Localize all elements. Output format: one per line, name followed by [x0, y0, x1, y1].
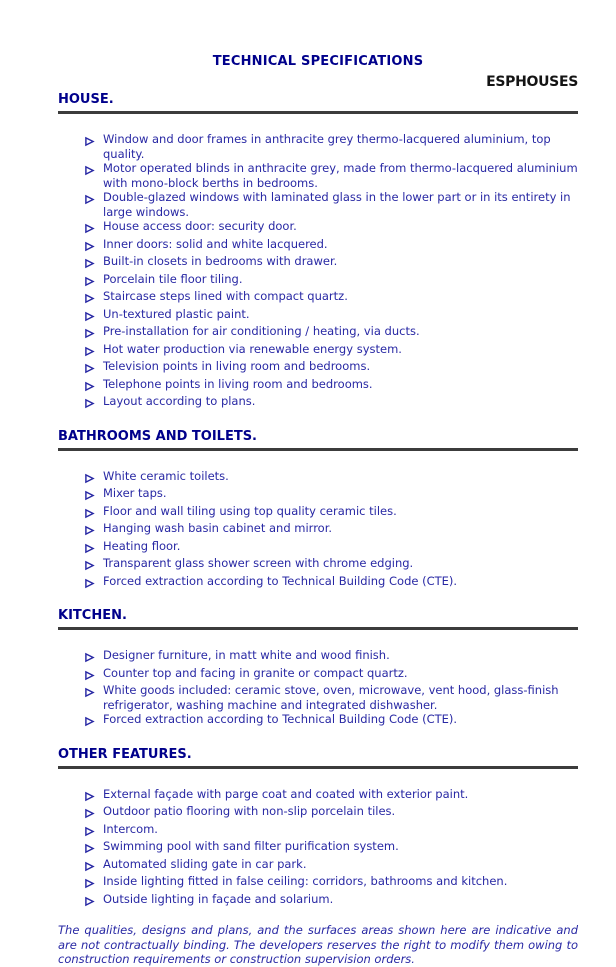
- list-item: [58, 190, 578, 219]
- list-item: [58, 254, 578, 272]
- list-item-text: Outside lighting in façade and solarium.: [103, 891, 334, 906]
- arrow-bullet-icon: [85, 132, 103, 150]
- list-item: [58, 839, 578, 857]
- arrow-bullet-icon: [85, 892, 103, 910]
- arrow-bullet-icon: [85, 539, 103, 557]
- list-item-text: Television points in living room and bedrooms.: [103, 359, 371, 373]
- list-item: [58, 219, 578, 237]
- page-title: TECHNICAL SPECIFICATIONS: [212, 54, 424, 69]
- list-item-text: Staircase steps lined with compact quartz.: [103, 289, 348, 303]
- arrow-bullet-icon: [85, 857, 103, 875]
- list-item: [58, 161, 578, 190]
- brand-logo: ESPHOUSES: [486, 74, 578, 90]
- section-title: BATHROOMS AND TOILETS.: [58, 429, 578, 451]
- list-item: [58, 504, 578, 522]
- list-item: [58, 486, 578, 504]
- list-item-text: House access door: security door.: [103, 219, 297, 233]
- arrow-bullet-icon: [85, 648, 103, 666]
- arrow-bullet-icon: [85, 521, 103, 539]
- list-item-text: Hot water production via renewable energy system.: [103, 341, 402, 356]
- list-item-text: Outdoor patio flooring with non-slip porcelain tiles.: [103, 804, 396, 818]
- list-item-text: Forced extraction according to Technical Building Code (CTE).: [103, 573, 458, 588]
- section-house: [58, 92, 578, 412]
- list-item-text: Motor operated blinds in anthracite grey, made from thermo-lacquered aluminium with mono-block berths in bedrooms.: [103, 161, 578, 190]
- list-item: [58, 539, 578, 557]
- list-item-text: Forced extraction according to Technical Building Code (CTE).: [103, 712, 458, 726]
- list-item: [58, 712, 578, 730]
- arrow-bullet-icon: [85, 874, 103, 892]
- item-list: [58, 787, 578, 910]
- list-item-text: Intercom.: [103, 821, 158, 836]
- list-item-text: Mixer taps.: [103, 486, 167, 500]
- disclaimer-text: The qualities, designs and plans, and the surfaces areas shown here are indicative and are not contractually binding. The developers reserves the right to modify them owing to construction requirements or construction supervision orders.: [58, 923, 578, 966]
- list-item-text: Built-in closets in bedrooms with drawer.: [103, 254, 338, 268]
- arrow-bullet-icon: [85, 712, 103, 730]
- list-item: [58, 394, 578, 412]
- list-item: [58, 787, 578, 805]
- list-item-text: Porcelain tile floor tiling.: [103, 271, 243, 286]
- list-item: [58, 648, 578, 666]
- arrow-bullet-icon: [85, 556, 103, 574]
- list-item-text: Layout according to plans.: [103, 394, 256, 408]
- arrow-bullet-icon: [85, 394, 103, 412]
- arrow-bullet-icon: [85, 342, 103, 360]
- list-item-text: Counter top and facing in granite or compact quartz.: [103, 665, 408, 680]
- section-title: HOUSE.: [58, 92, 578, 114]
- list-item: [58, 469, 578, 487]
- list-item: [58, 556, 578, 574]
- arrow-bullet-icon: [85, 254, 103, 272]
- list-item: [58, 857, 578, 875]
- arrow-bullet-icon: [85, 219, 103, 237]
- section-title: KITCHEN.: [58, 608, 578, 630]
- arrow-bullet-icon: [85, 574, 103, 592]
- list-item: [58, 892, 578, 910]
- list-item-text: White goods included: ceramic stove, oven, microwave, vent hood, glass-finish refrigerator, washing machine and integrated dishwasher.: [103, 683, 559, 712]
- list-item-text: Pre-installation for air conditioning / heating, via ducts.: [103, 324, 420, 338]
- arrow-bullet-icon: [85, 324, 103, 342]
- list-item: [58, 237, 578, 255]
- list-item-text: Automated sliding gate in car park.: [103, 856, 307, 871]
- item-list: [58, 469, 578, 592]
- arrow-bullet-icon: [85, 469, 103, 487]
- arrow-bullet-icon: [85, 237, 103, 255]
- list-item-text: Transparent glass shower screen with chrome edging.: [103, 556, 414, 570]
- arrow-bullet-icon: [85, 804, 103, 822]
- list-item-text: Un-textured plastic paint.: [103, 306, 250, 321]
- arrow-bullet-icon: [85, 486, 103, 504]
- section-bathrooms: [58, 429, 578, 592]
- arrow-bullet-icon: [85, 190, 103, 208]
- arrow-bullet-icon: [85, 377, 103, 395]
- brand-row: [58, 72, 578, 91]
- list-item-text: Designer furniture, in matt white and wood finish.: [103, 648, 390, 662]
- list-item-text: Double-glazed windows with laminated glass in the lower part or in its entirety in large windows.: [103, 190, 571, 219]
- item-list: [58, 648, 578, 730]
- list-item: [58, 683, 578, 712]
- arrow-bullet-icon: [85, 787, 103, 805]
- list-item: [58, 822, 578, 840]
- section-other-features: [58, 747, 578, 910]
- arrow-bullet-icon: [85, 666, 103, 684]
- list-item-text: Telephone points in living room and bedrooms.: [103, 376, 373, 391]
- arrow-bullet-icon: [85, 683, 103, 701]
- list-item-text: Floor and wall tiling using top quality ceramic tiles.: [103, 503, 397, 518]
- arrow-bullet-icon: [85, 504, 103, 522]
- list-item: [58, 132, 578, 161]
- list-item-text: White ceramic toilets.: [103, 468, 229, 483]
- section-kitchen: [58, 608, 578, 730]
- arrow-bullet-icon: [85, 307, 103, 325]
- list-item: [58, 874, 578, 892]
- arrow-bullet-icon: [85, 289, 103, 307]
- arrow-bullet-icon: [85, 822, 103, 840]
- list-item: [58, 272, 578, 290]
- section-title: OTHER FEATURES.: [58, 747, 578, 769]
- list-item-text: Hanging wash basin cabinet and mirror.: [103, 521, 333, 535]
- list-item-text: Heating floor.: [103, 538, 181, 553]
- list-item: [58, 521, 578, 539]
- arrow-bullet-icon: [85, 161, 103, 179]
- list-item: [58, 377, 578, 395]
- list-item-text: Window and door frames in anthracite grey thermo-lacquered aluminium, top quality.: [103, 132, 551, 161]
- list-item-text: Swimming pool with sand filter purification system.: [103, 839, 399, 853]
- list-item: [58, 307, 578, 325]
- list-item: [58, 574, 578, 592]
- list-item-text: External façade with parge coat and coated with exterior paint.: [103, 786, 469, 801]
- list-item: [58, 289, 578, 307]
- arrow-bullet-icon: [85, 839, 103, 857]
- list-item: [58, 666, 578, 684]
- list-item: [58, 342, 578, 360]
- list-item-text: Inside lighting fitted in false ceiling: corridors, bathrooms and kitchen.: [103, 874, 508, 888]
- list-item-text: Inner doors: solid and white lacquered.: [103, 236, 328, 251]
- list-item: [58, 324, 578, 342]
- item-list: [58, 132, 578, 412]
- arrow-bullet-icon: [85, 359, 103, 377]
- list-item: [58, 359, 578, 377]
- arrow-bullet-icon: [85, 272, 103, 290]
- list-item: [58, 804, 578, 822]
